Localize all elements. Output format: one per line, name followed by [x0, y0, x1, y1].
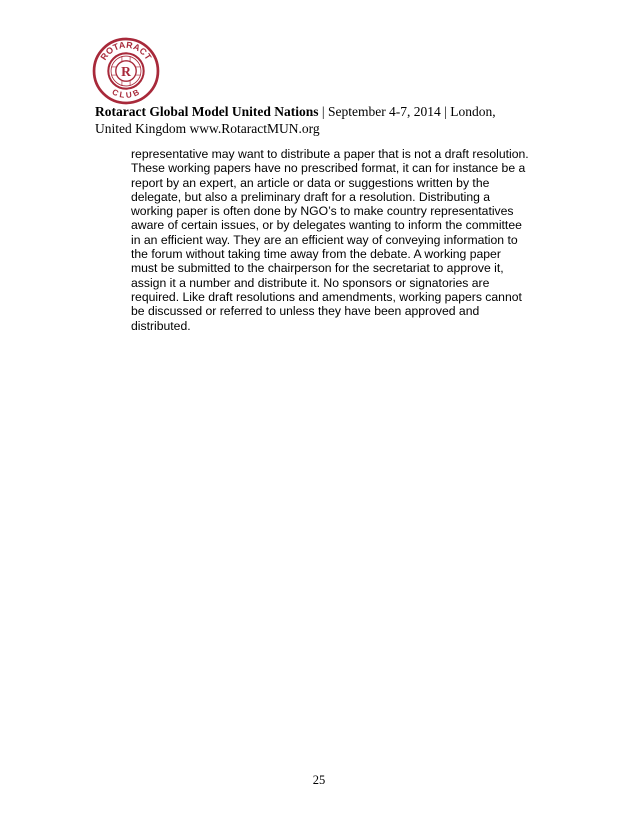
header-separator: | — [318, 104, 328, 119]
body-line: required. Like draft resolutions and amendments, working papers cannot — [131, 289, 522, 304]
body-line: must be submitted to the chairperson for the secretariat to approve it, — [131, 261, 504, 276]
body-line: report by an expert, an article or data or suggestions written by the — [131, 175, 490, 190]
body-line: These working papers have no prescribed format, it can for instance be a — [131, 161, 526, 176]
logo-bottom-text: CLUB — [110, 87, 142, 100]
svg-text:ROTARACT — [98, 40, 153, 62]
logo-letter: R — [121, 63, 131, 79]
logo-top-text: ROTARACT — [98, 39, 154, 62]
header-details: September 4-7, 2014 | London, United Kingdom www.RotaractMUN.org — [95, 104, 496, 136]
body-line: representative may want to distribute a paper that is not a draft resolution. — [131, 147, 529, 161]
body-line: in an efficient way. They are an efficient way of conveying information to — [131, 232, 518, 247]
rotaract-club-logo — [92, 37, 160, 105]
body-line: aware of certain issues, or by delegates wanting to inform the committee — [131, 218, 522, 233]
document-header — [95, 103, 535, 137]
body-line: be discussed or referred to unless they have been approved and — [131, 304, 480, 319]
body-line: distributed. — [131, 318, 191, 333]
body-line: working paper is often done by NGO’s to make country representatives — [131, 204, 514, 219]
body-line: delegate, but also a preliminary draft for a resolution. Distributing a — [131, 189, 491, 204]
body-line: assign it a number and distribute it. No sponsors or signatories are — [131, 275, 490, 290]
header-org-name: Rotaract Global Model United Nations — [95, 104, 319, 119]
page-number: 25 — [312, 773, 326, 787]
body-line: the forum without taking time away from the debate. A working paper — [131, 247, 501, 262]
body-paragraph — [131, 147, 551, 333]
